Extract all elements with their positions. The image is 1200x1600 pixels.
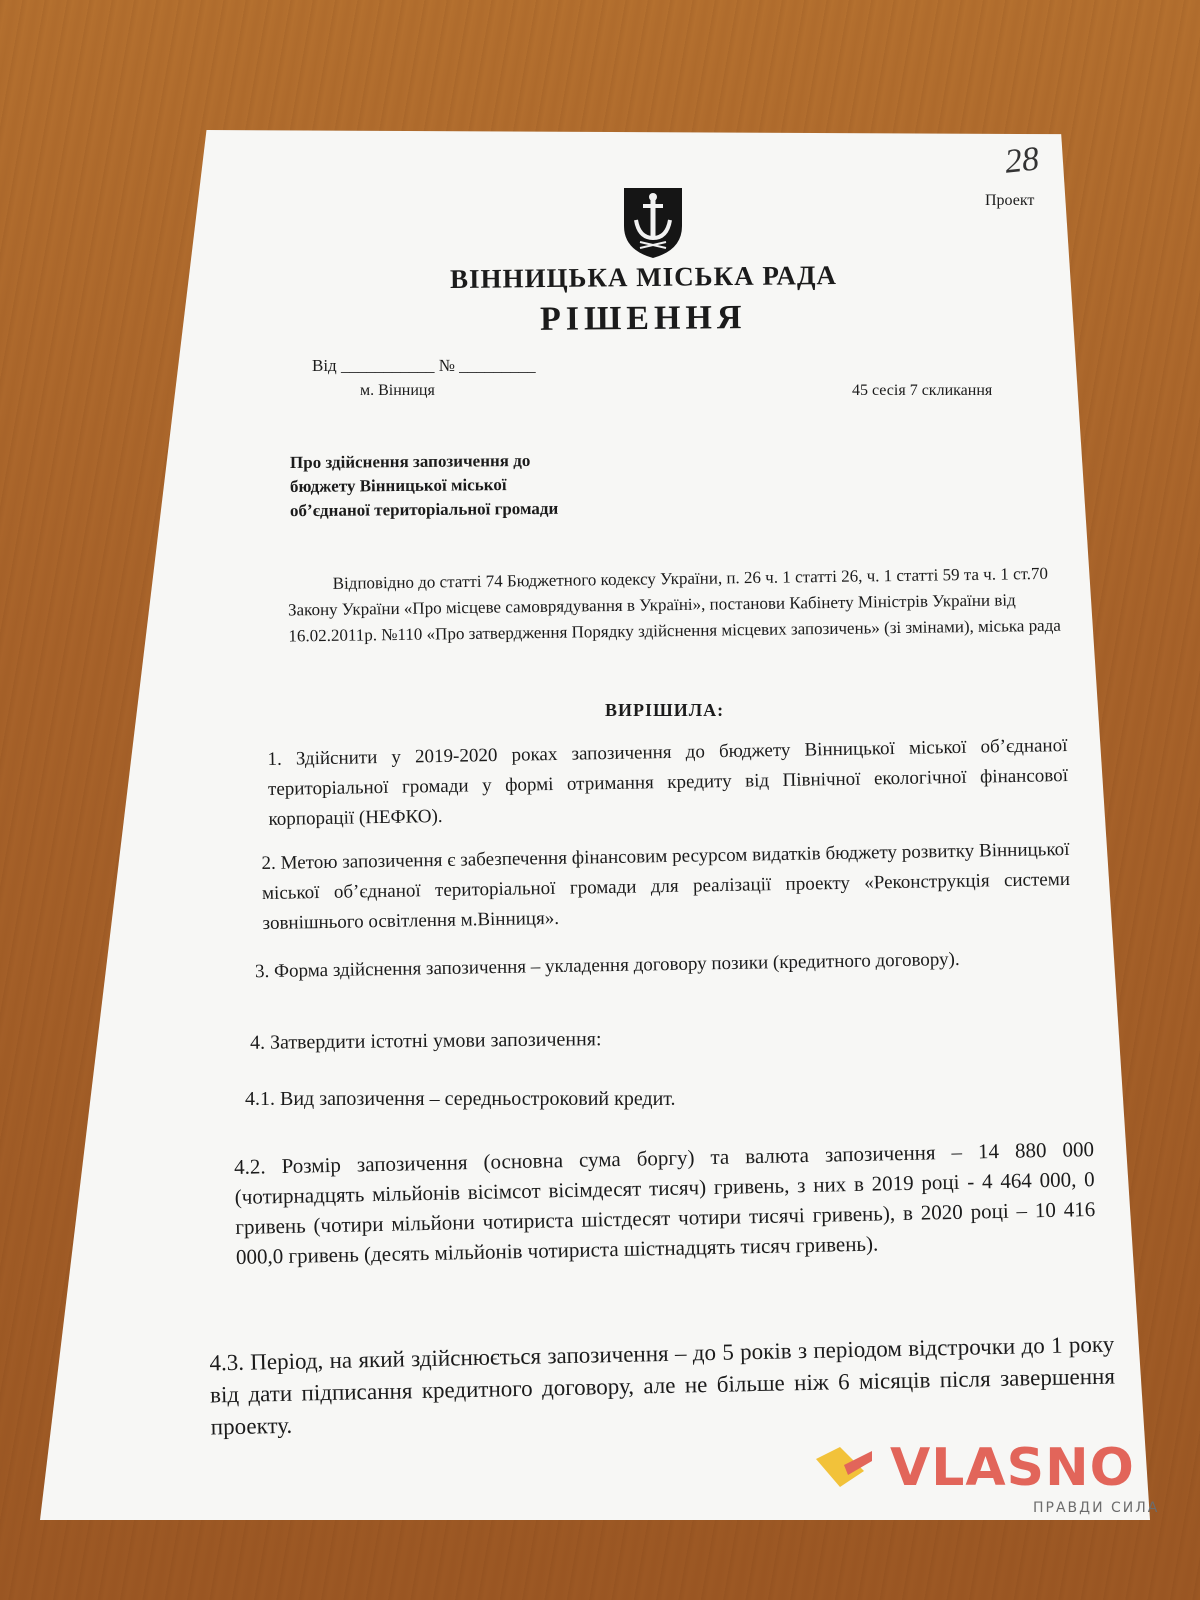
- subject-line-3: об’єднаної територіальної громади: [289, 498, 559, 521]
- watermark-tagline: ПРАВДИ СИЛА: [1033, 1500, 1160, 1516]
- item-1-paragraph: 1. Здійснити у 2019-2020 роках запозичення до бюджету Вінницької міської об’єднаної територіальної громади у формі отримання кредиту від Північної екологічної фінансової корпорації (НЕФКО).: [267, 735, 1069, 830]
- city-label: м. Вінниця: [360, 382, 435, 399]
- date-number-line: Від ___________ № _________: [312, 356, 536, 375]
- item-3-paragraph: 3. Форма здійснення запозичення – укладення договору позики (кредитного договору).: [254, 948, 960, 983]
- resolved-heading: ВИРІШИЛА:: [605, 700, 725, 720]
- watermark-brand: VLASNO: [890, 1438, 1135, 1498]
- document-type-title: РІШЕННЯ: [539, 299, 747, 338]
- project-label: Проект: [985, 192, 1035, 209]
- subject-line-2: бюджету Вінницької міської: [289, 475, 507, 496]
- item-2-paragraph: 2. Метою запозичення є забезпечення фінансовим ресурсом видатків бюджету розвитку Вінницької міської об’єднаної територіальної громади для реалізації проекту «Реконструкція системи зовнішнього освітлення м.Вінниця».: [261, 838, 1071, 935]
- handwritten-page-number: 28: [1003, 140, 1041, 181]
- vlasno-logo-mark-icon: [814, 1445, 876, 1489]
- item-4-1-paragraph: 4.1. Вид запозичення – середньостроковий кредит.: [245, 1088, 676, 1110]
- item-4-3-paragraph: 4.3. Період, на який здійснюється запозичення – до 5 років з періодом відстрочки до 1 року від дати підписання кредитного договору, але не більше ніж 6 місяців після завершення проекту.: [209, 1331, 1116, 1440]
- session-label: 45 сесія 7 скликання: [852, 382, 993, 399]
- preamble-paragraph: Відповідно до статті 74 Бюджетного кодексу України, п. 26 ч. 1 статті 26, ч. 1 статті 59 та ч. 1 ст.70 Закону України «Про місцеве самоврядування в Україні», постанови Кабінету Міністрів України від 16.02.2011р. №110 «Про затвердження Порядку здійснення місцевих запозичень» (зі змінами), міська рада: [287, 563, 1061, 646]
- item-4-paragraph: 4. Затвердити істотні умови запозичення:: [249, 1028, 602, 1054]
- subject-line-1: Про здійснення запозичення до: [289, 450, 531, 473]
- council-name: ВІННИЦЬКА МІСЬКА РАДА: [449, 259, 838, 295]
- coat-of-arms-icon: [622, 186, 684, 260]
- item-4-2-paragraph: 4.2. Розмір запозичення (основна сума боргу) та валюта запозичення – 14 880 000 (чотирнадцять мільйонів вісімсот вісімдесят тисяч) гривень, з них в 2019 році - 4 464 000, 0 гривень (чотири мільйони чотириста шістдесят чотири тисячі гривень), в 2020 році – 10 416 000,0 гривень (десять мільйонів чотириста шістнадцять тисяч гривень).: [233, 1137, 1096, 1269]
